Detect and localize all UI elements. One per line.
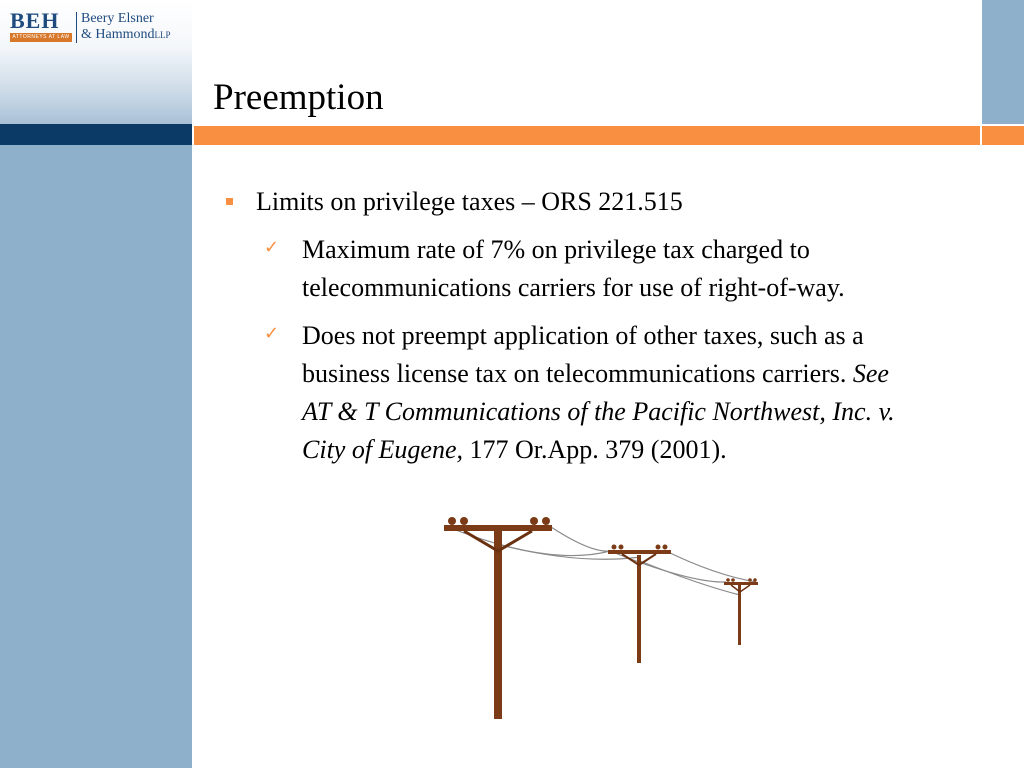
bullet-text: Limits on privilege taxes – ORS 221.515 <box>256 187 683 216</box>
sub-bullet-2-line-4 <box>302 431 982 469</box>
square-bullet-icon <box>226 198 233 205</box>
logo-tagline: ATTORNEYS AT LAW <box>10 33 72 42</box>
logo-mark: BEH <box>10 8 60 33</box>
checkmark-icon: ✓ <box>264 323 280 344</box>
sub-bullet-2-line-1: Does not preempt application of other taxes, such as a <box>302 321 864 350</box>
sub-bullet-1-line-2: telecommunications carriers for use of right-of-way. <box>302 273 845 302</box>
sub-bullet-1-line-1: Maximum rate of 7% on privilege tax charged to <box>302 235 810 264</box>
case-citation: 177 Or.App. 379 (2001). <box>463 435 727 464</box>
utility-poles-illustration <box>430 505 780 730</box>
navy-band <box>0 124 192 145</box>
case-signal-see: See <box>852 359 889 388</box>
right-divider <box>980 0 982 145</box>
slide-title: Preemption <box>213 77 384 118</box>
logo-firm-name <box>81 11 171 43</box>
left-divider <box>192 0 194 145</box>
sub-bullet-1 <box>302 231 982 307</box>
sub-bullet-2 <box>302 317 982 469</box>
checkmark-icon: ✓ <box>264 237 280 258</box>
left-side-panel <box>0 145 192 768</box>
logo-separator <box>76 12 77 43</box>
orange-band-right <box>982 126 1024 145</box>
logo-llp: LLP <box>154 30 171 40</box>
orange-title-band <box>194 126 980 145</box>
logo-name-line2: & HammondLLP <box>81 27 171 42</box>
case-city: City of Eugene, <box>302 435 464 464</box>
sub-bullet-2-line-2: business license tax on telecommunications carriers. See <box>302 359 889 388</box>
case-name-line: AT & T Communications of the Pacific Northwest, Inc. v. <box>302 397 895 426</box>
right-side-strip <box>982 0 1024 124</box>
logo-name-line1: Beery Elsner <box>81 11 154 26</box>
